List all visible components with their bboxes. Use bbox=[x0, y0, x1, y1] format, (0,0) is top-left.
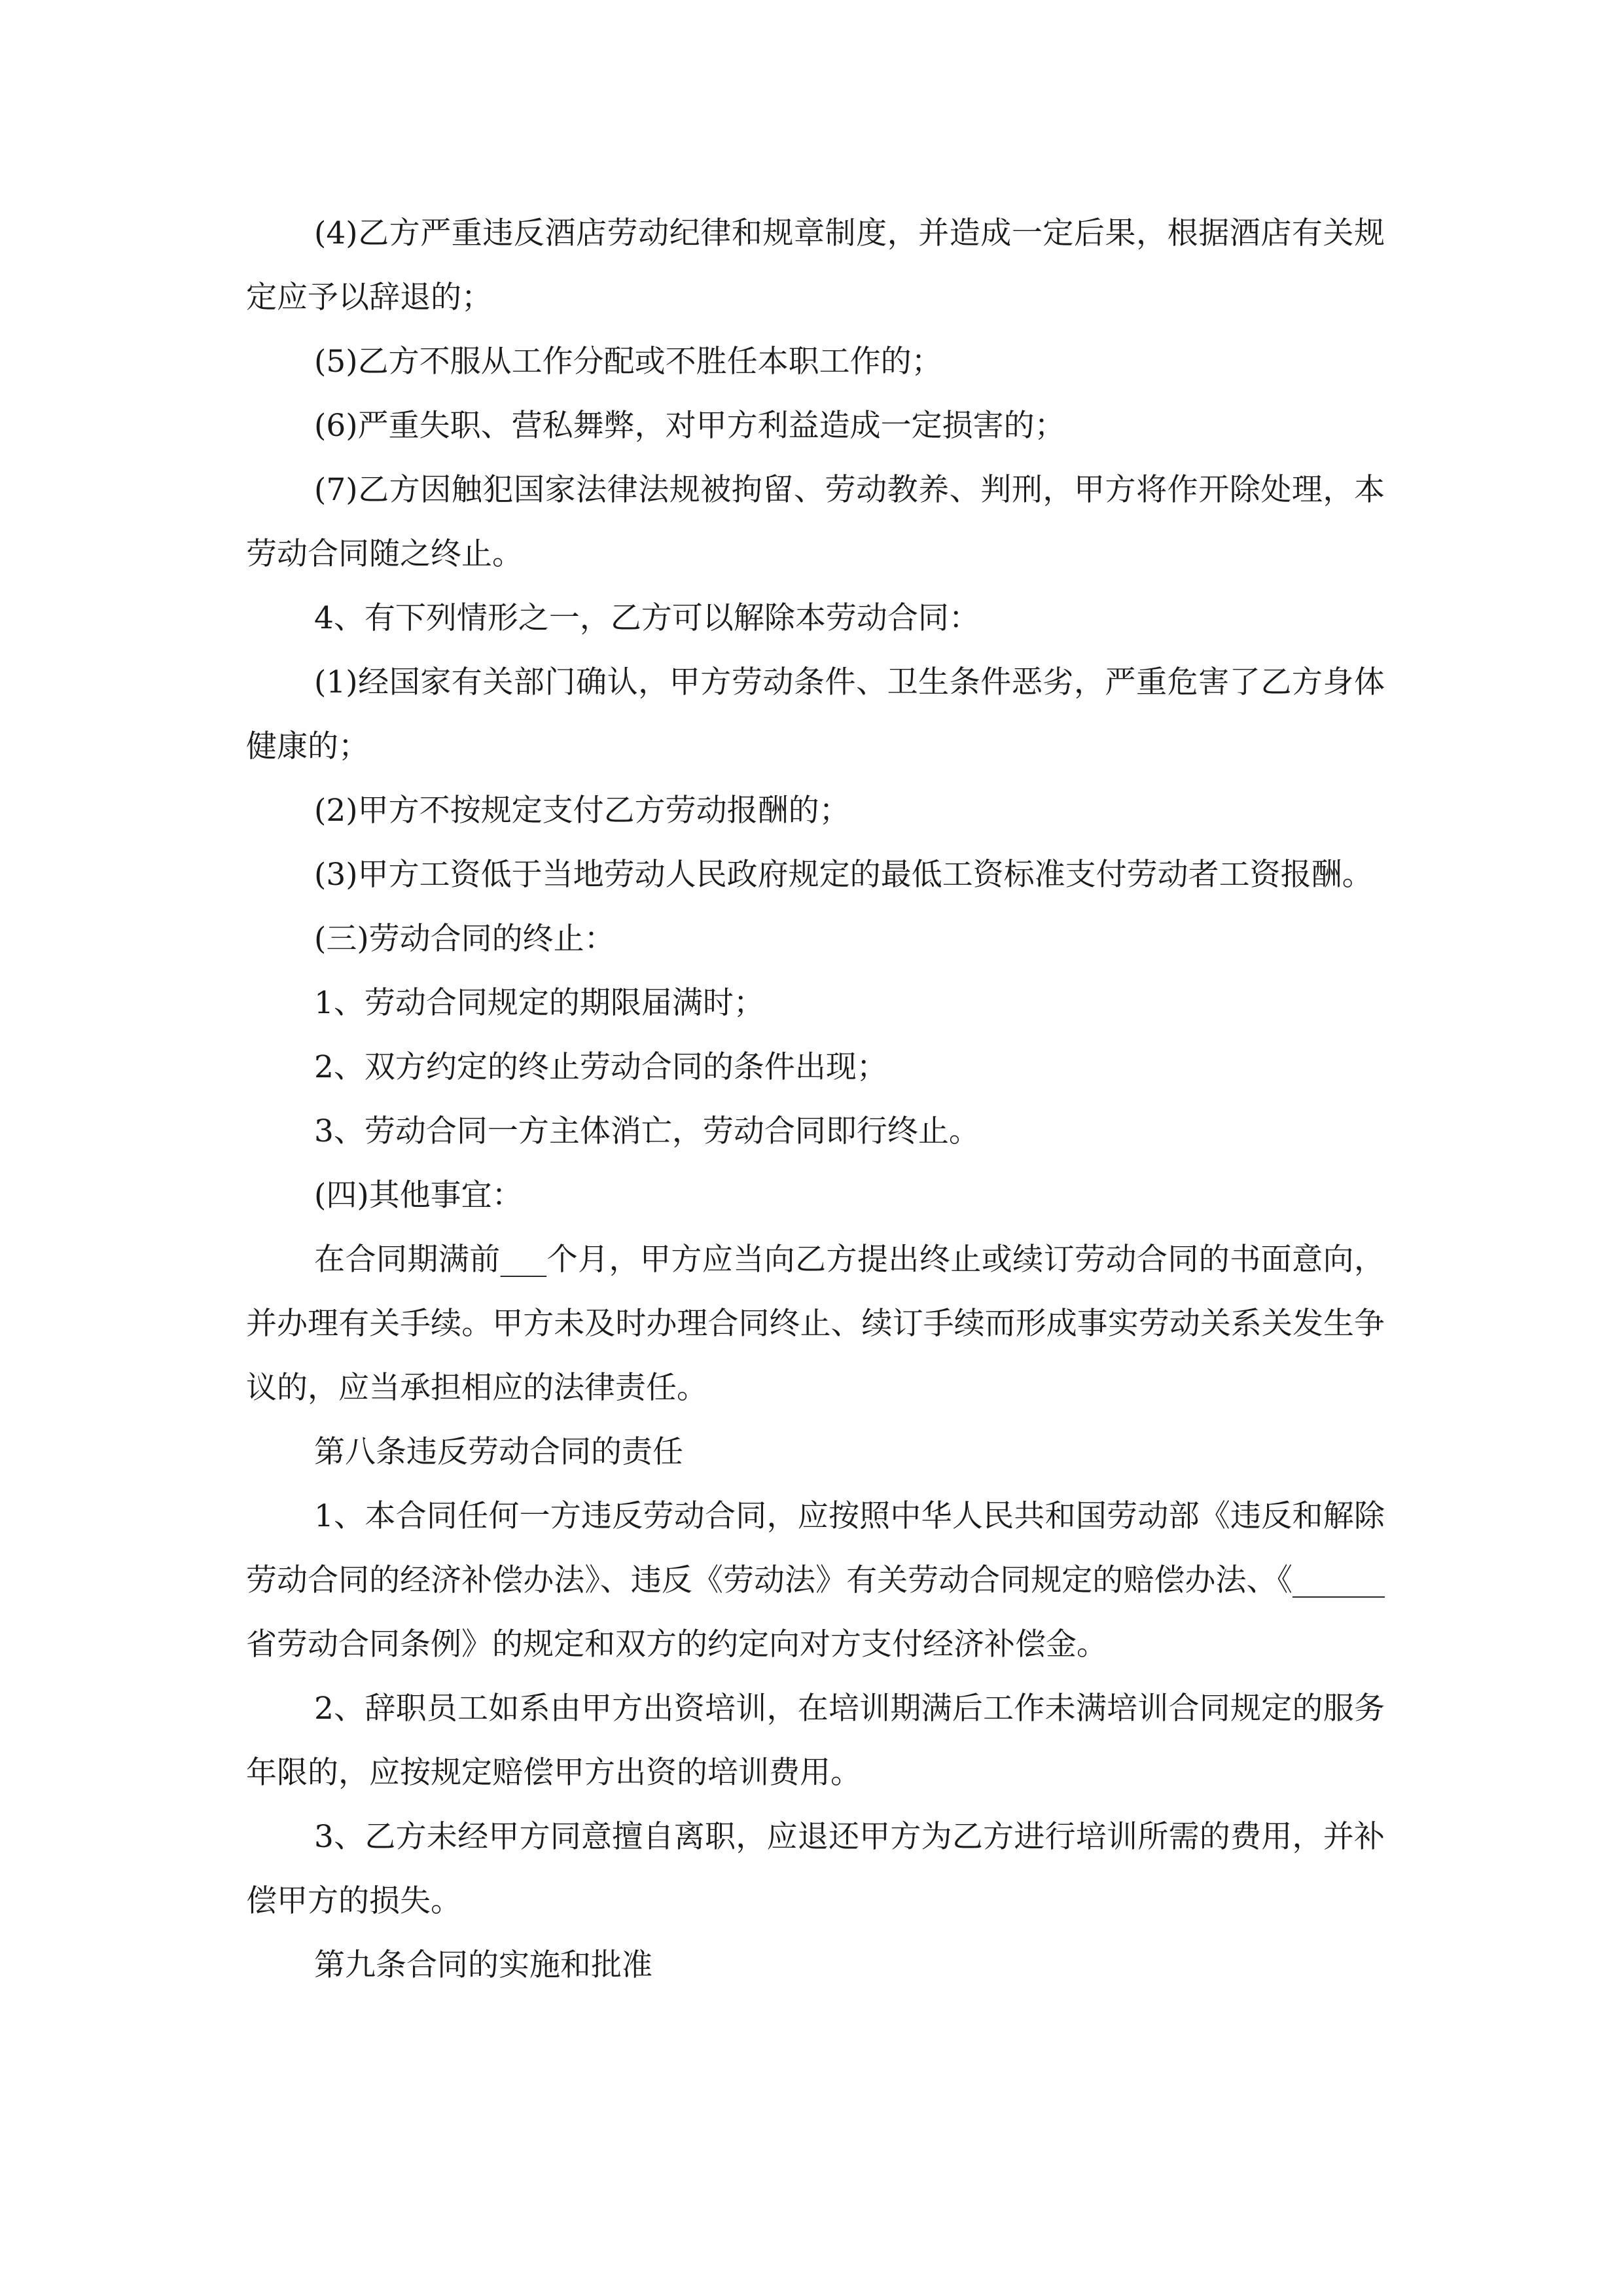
article-9-heading: 第九条合同的实施和批准 bbox=[314, 1947, 652, 1983]
clause-4-dismissal: (4)乙方严重违反酒店劳动纪律和规章制度，并造成一定后果，根据酒店有关规定应予以辞退的； bbox=[246, 215, 1385, 315]
clause-2-payment: (2)甲方不按规定支付乙方劳动报酬的； bbox=[314, 793, 850, 829]
clause-6-misconduct: (6)严重失职、营私舞弊，对甲方利益造成一定损害的； bbox=[314, 408, 1065, 444]
clause-5-insubordination: (5)乙方不服从工作分配或不胜任本职工作的； bbox=[314, 344, 942, 380]
termination-item-2: 2、双方约定的终止劳动合同的条件出现； bbox=[314, 1049, 887, 1085]
termination-item-1: 1、劳动合同规定的期限届满时； bbox=[314, 985, 764, 1021]
section-3-heading: (三)劳动合同的终止： bbox=[314, 921, 615, 957]
other-matters-paragraph: 在合同期满前___个月，甲方应当向乙方提出终止或续订劳动合同的书面意向，并办理有关手续。甲方未及时办理合同终止、续订手续而形成事实劳动关系关发生争议的，应当承担相应的法律责任。 bbox=[246, 1242, 1385, 1406]
clause-1-conditions: (1)经国家有关部门确认，甲方劳动条件、卫生条件恶劣，严重危害了乙方身体健康的； bbox=[246, 664, 1385, 764]
liability-item-3: 3、乙方未经甲方同意擅自离职，应退还甲方为乙方进行培训所需的费用，并补偿甲方的损失。 bbox=[246, 1819, 1385, 1919]
item-4-employee-termination: 4、有下列情形之一，乙方可以解除本劳动合同： bbox=[314, 600, 980, 636]
liability-item-2: 2、辞职员工如系由甲方出资培训，在培训期满后工作未满培训合同规定的服务年限的，应按规定赔偿甲方出资的培训费用。 bbox=[246, 1691, 1385, 1791]
section-4-heading: (四)其他事宜： bbox=[314, 1177, 523, 1213]
termination-item-3: 3、劳动合同一方主体消亡，劳动合同即行终止。 bbox=[314, 1113, 980, 1149]
clause-7-criminal: (7)乙方因触犯国家法律法规被拘留、劳动教养、判刑，甲方将作开除处理，本劳动合同随之终止。 bbox=[246, 472, 1385, 572]
document-body bbox=[246, 202, 1385, 1998]
clause-3-min-wage: (3)甲方工资低于当地劳动人民政府规定的最低工资标准支付劳动者工资报酬。 bbox=[314, 857, 1373, 893]
article-8-heading: 第八条违反劳动合同的责任 bbox=[314, 1434, 683, 1470]
liability-item-1: 1、本合同任何一方违反劳动合同，应按照中华人民共和国劳动部《违反和解除劳动合同的经济补偿办法》、违反《劳动法》有关劳动合同规定的赔偿办法、《______省劳动合同条例》的规定和双方的约定向对方支付经济补偿金。 bbox=[246, 1498, 1385, 1662]
